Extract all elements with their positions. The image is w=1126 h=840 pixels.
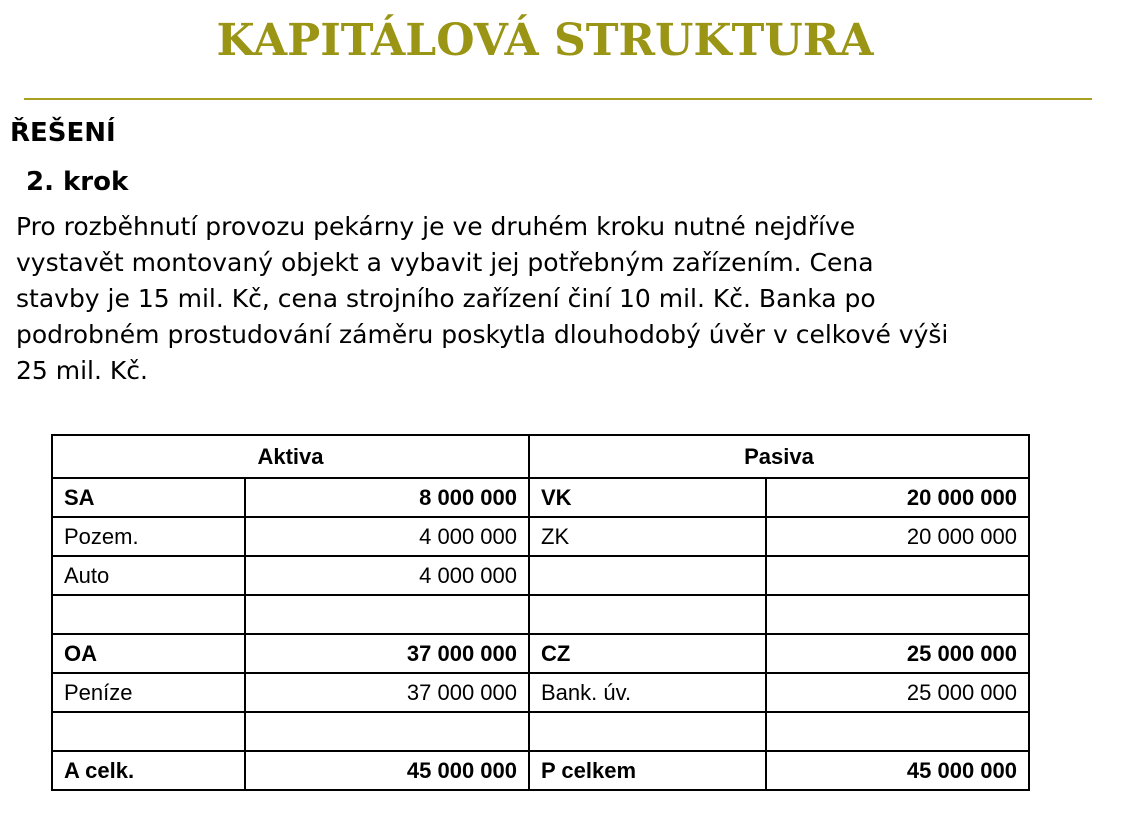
asset-value-cell [245,712,529,751]
liability-label-cell [529,556,766,595]
asset-value-cell: 37 000 000 [245,673,529,712]
paragraph-line: stavby je 15 mil. Kč, cena strojního zařízení činí 10 mil. Kč. Banka po [16,284,876,313]
paragraph-line: podrobném prostudování záměru poskytla dlouhodobý úvěr v celkové výši [16,320,949,349]
liability-value-cell [766,556,1029,595]
assets-header: Aktiva [52,435,529,478]
asset-label-cell [52,712,245,751]
table-row [52,595,1029,634]
liability-label-cell [529,595,766,634]
liability-label-cell: VK [529,478,766,517]
liability-label-cell [529,712,766,751]
asset-label-cell: OA [52,634,245,673]
liability-value-cell: 20 000 000 [766,517,1029,556]
title-divider [24,98,1092,100]
section-heading: ŘEŠENÍ [10,118,116,148]
table-row [52,673,1029,712]
asset-value-cell: 4 000 000 [245,517,529,556]
liability-label-cell: ZK [529,517,766,556]
balance-sheet-table [51,434,1030,791]
liability-value-cell [766,712,1029,751]
asset-label-cell [52,595,245,634]
balance-rows [52,478,1029,790]
table-row [52,634,1029,673]
liabilities-header: Pasiva [529,435,1029,478]
table-row [52,712,1029,751]
liability-value-cell: 45 000 000 [766,751,1029,790]
table-row [52,751,1029,790]
liability-label-cell: Bank. úv. [529,673,766,712]
liability-label-cell: P celkem [529,751,766,790]
task-paragraph [16,209,1116,389]
paragraph-line: 25 mil. Kč. [16,356,148,385]
liability-label-cell: CZ [529,634,766,673]
asset-label-cell: Pozem. [52,517,245,556]
liability-value-cell [766,595,1029,634]
liability-value-cell: 25 000 000 [766,634,1029,673]
table-row [52,478,1029,517]
table-row [52,517,1029,556]
liability-value-cell: 25 000 000 [766,673,1029,712]
asset-value-cell: 4 000 000 [245,556,529,595]
asset-label-cell: SA [52,478,245,517]
slide-title: KAPITÁLOVÁ STRUKTURA [216,15,874,66]
asset-value-cell: 8 000 000 [245,478,529,517]
liability-value-cell: 20 000 000 [766,478,1029,517]
paragraph-line: vystavět montovaný objekt a vybavit jej potřebným zařízením. Cena [16,248,874,277]
step-heading: 2. krok [26,167,129,197]
table-row [52,556,1029,595]
asset-value-cell [245,595,529,634]
table-header-row [52,435,1029,478]
asset-label-cell: Peníze [52,673,245,712]
asset-value-cell: 45 000 000 [245,751,529,790]
asset-value-cell: 37 000 000 [245,634,529,673]
asset-label-cell: Auto [52,556,245,595]
asset-label-cell: A celk. [52,751,245,790]
paragraph-line: Pro rozběhnutí provozu pekárny je ve druhém kroku nutné nejdříve [16,212,856,241]
